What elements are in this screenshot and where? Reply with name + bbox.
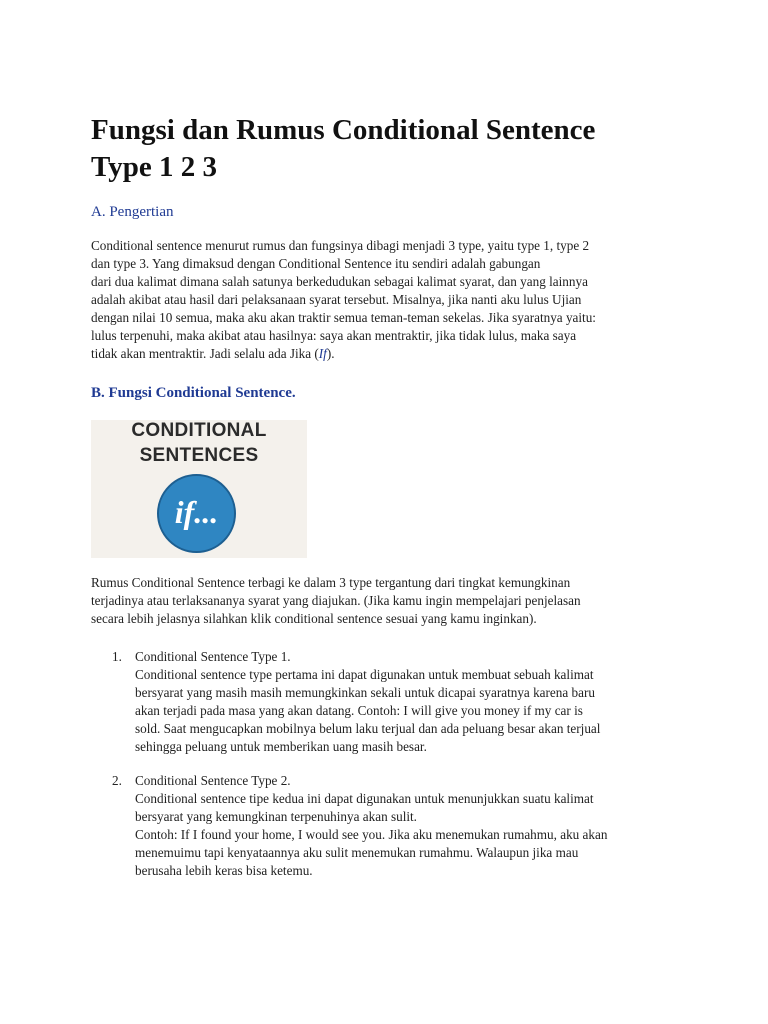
list-item-line: bersyarat yang kemungkinan terpenuhinya akan sulit. xyxy=(135,809,417,824)
paragraph-line: dari dua kalimat dimana salah satunya berkedudukan sebagai kalimat syarat, dan yang lainnya xyxy=(91,274,588,289)
figure-line-1: CONDITIONAL xyxy=(131,420,267,441)
list-item-line: akan terjadi pada masa yang akan datang. Contoh: I will give you money if my car is xyxy=(135,703,583,718)
list-number: 2. xyxy=(112,773,122,788)
list-item-line: Conditional sentence tipe kedua ini dapat digunakan untuk menunjukkan suatu kalimat xyxy=(135,791,594,806)
section-b-paragraph xyxy=(91,574,681,628)
figure-line-2: SENTENCES xyxy=(139,445,259,466)
paragraph-line: adalah akibat atau hasil dari pelaksanaan syarat tersebut. Misalnya, jika nanti aku lulus Ujian xyxy=(91,292,582,307)
paragraph-line: dan type 3. Yang dimaksud dengan Conditional Sentence itu sendiri adalah gabungan xyxy=(91,256,541,271)
last-line-prefix: tidak akan mentraktir. Jadi selalu ada Jika ( xyxy=(91,346,319,361)
paragraph-line: Rumus Conditional Sentence terbagi ke dalam 3 type tergantung dari tingkat kemungkinan xyxy=(91,575,571,590)
list-item-title: Conditional Sentence Type 2. xyxy=(135,773,291,788)
list-number: 1. xyxy=(112,649,122,664)
section-a-heading: A. Pengertian xyxy=(91,204,174,220)
if-circle-icon xyxy=(157,474,236,553)
conditional-sentences-image xyxy=(91,420,307,558)
paragraph-line-last xyxy=(91,345,681,363)
list-item-title: Conditional Sentence Type 1. xyxy=(135,649,291,664)
list-item-line: bersyarat yang masih masih memungkinkan sekali untuk dicapai syaratnya karena baru xyxy=(135,685,595,700)
section-a-paragraph xyxy=(91,237,681,363)
section-b-heading: B. Fungsi Conditional Sentence. xyxy=(91,385,296,401)
title-line-1: Fungsi dan Rumus Conditional Sentence xyxy=(91,114,596,146)
page-title xyxy=(91,112,711,186)
list-item-line: Conditional sentence type pertama ini dapat digunakan untuk membuat sebuah kalimat xyxy=(135,667,594,682)
list-item-line: berusaha lebih keras bisa ketemu. xyxy=(135,863,313,878)
paragraph-line: dengan nilai 10 semua, maka aku akan traktir semua teman-teman sekelas. Jika syaratnya yaitu: xyxy=(91,310,596,325)
paragraph-line: lulus terpenuhi, maka akibat atau hasilnya: saya akan mentraktir, jika tidak lulus, maka saya xyxy=(91,328,577,343)
list-item-line: Contoh: If I found your home, I would see you. Jika aku menemukan rumahmu, aku akan xyxy=(135,827,608,842)
list-item-line: sold. Saat mengucapkan mobilnya belum laku terjual dan ada peluang besar akan terjual xyxy=(135,721,601,736)
paragraph-line: secara lebih jelasnya silahkan klik conditional sentence sesuai yang kamu inginkan). xyxy=(91,611,537,626)
if-link[interactable]: If xyxy=(318,346,327,361)
list-item-body xyxy=(135,772,685,880)
paragraph-line: Conditional sentence menurut rumus dan fungsinya dibagi menjadi 3 type, yaitu type 1, type 2 xyxy=(91,238,590,253)
paragraph-line: terjadinya atau terlaksananya syarat yang diajukan. (Jika kamu ingin mempelajari penjelasan xyxy=(91,593,581,608)
list-item-line: menemuimu tapi kenyataannya aku sulit menemukan rumahmu. Walaupun jika mau xyxy=(135,845,579,860)
title-line-2: Type 1 2 3 xyxy=(91,151,217,183)
list-item-line: sehingga peluang untuk memberikan uang masih besar. xyxy=(135,739,427,754)
list-item-body xyxy=(135,648,685,756)
circle-text: if... xyxy=(174,494,219,530)
last-line-suffix: ). xyxy=(326,346,335,361)
